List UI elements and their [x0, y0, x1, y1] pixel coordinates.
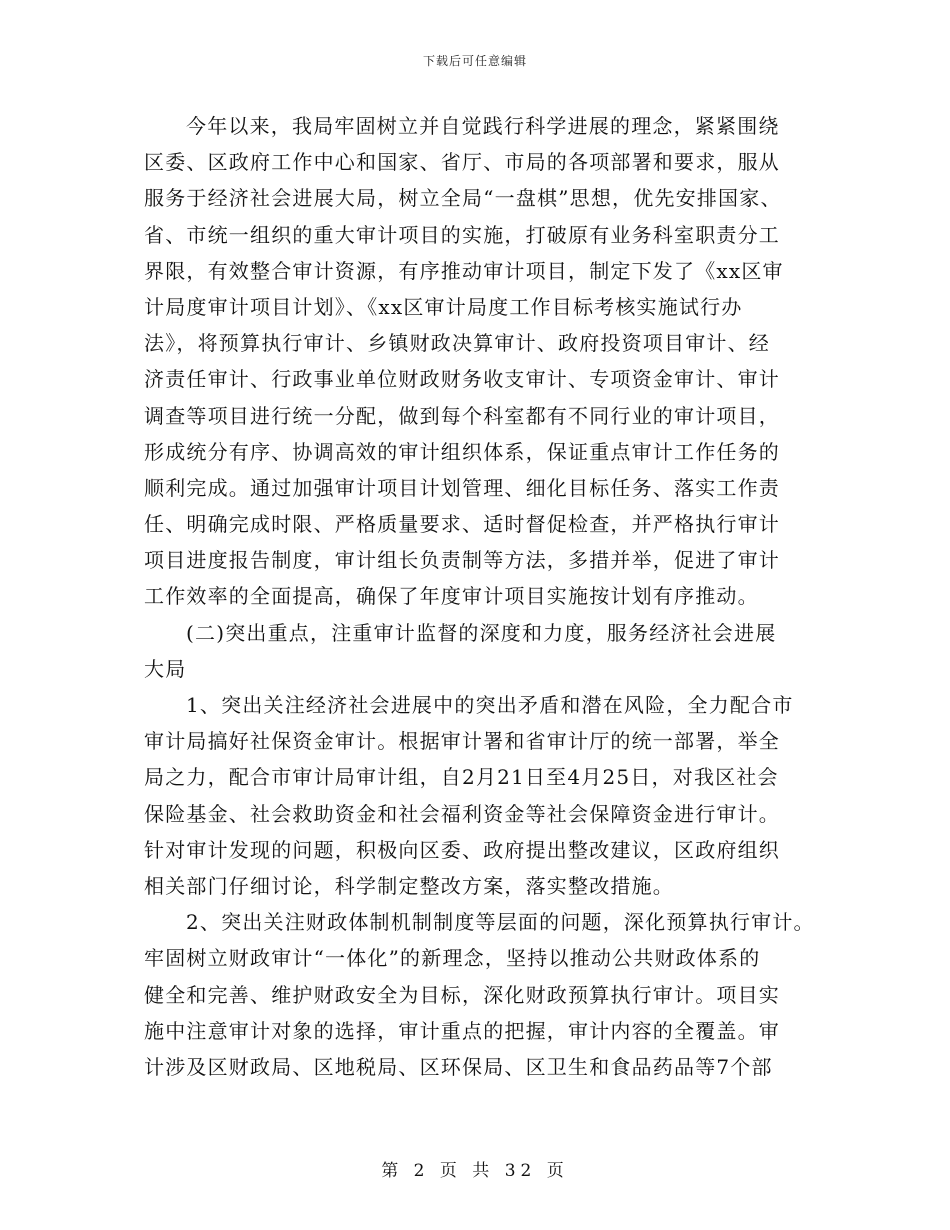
paragraph-line: 任、明确完成时限、严格质量要求、适时督促检查，并严格执行审计 [144, 512, 780, 537]
paragraph-line: 审计局搞好社保资金审计。根据审计署和省审计厅的统一部署，举全 [144, 729, 780, 754]
paragraph-line: 服务于经济社会进展大局，树立全局“一盘棋”思想，优先安排国家、 [144, 186, 782, 211]
paragraph-line: 计涉及区财政局、区地税局、区环保局、区卫生和食品药品等7个部 [144, 1054, 773, 1079]
paragraph-line: 界限，有效整合审计资源，有序推动审计项目，制定下发了《xx区审 [144, 258, 784, 283]
paragraph-line: 形成统分有序、协调高效的审计组织体系，保证重点审计工作任务的 [144, 439, 780, 464]
paragraph-line: 保险基金、社会救助资金和社会福利资金等社会保障资金进行审计。 [144, 801, 780, 826]
paragraph-line: 1、突出关注经济社会进展中的突出矛盾和潜在风险，全力配合市 [186, 693, 794, 717]
paragraph-line: 健全和完善、维护财政安全为目标，深化财政预算执行审计。项目实 [144, 982, 780, 1007]
paragraph-line: 针对审计发现的问题，积极向区委、政府提出整改建议，区政府组织 [144, 837, 780, 862]
paragraph-line: 工作效率的全面提高，确保了年度审计项目实施按计划有序推动。 [144, 584, 759, 609]
paragraph-line: 济责任审计、行政事业单位财政财务收支审计、专项资金审计、审计 [144, 367, 780, 392]
paragraph-line: 调查等项目进行统一分配，做到每个科室都有不同行业的审计项目， [144, 403, 780, 428]
paragraph-line: 施中注意审计对象的选择，审计重点的把握，审计内容的全覆盖。审 [144, 1018, 780, 1043]
paragraph-line: 今年以来，我局牢固树立并自觉践行科学进展的理念，紧紧围绕 [186, 114, 780, 138]
paragraph-line: 局之力，配合市审计局审计组，自2月21日至4月25日，对我区社会 [144, 765, 779, 790]
paragraph-line: 牢固树立财政审计“一体化”的新理念，坚持以推动公共财政体系的 [144, 946, 761, 971]
paragraph-line: 法》，将预算执行审计、乡镇财政决算审计、政府投资项目审计、经 [144, 331, 770, 356]
paragraph-line: 相关部门仔细讨论，科学制定整改方案，落实整改措施。 [144, 873, 674, 898]
page-header: 下载后可任意编辑 [422, 54, 527, 68]
paragraph-line: 2、突出关注财政体制机制制度等层面的问题，深化预算执行审计。 [186, 910, 815, 935]
document-body [144, 108, 816, 1085]
paragraph-line: 项目进度报告制度，审计组长负责制等方法，多措并举，促进了审计 [144, 548, 780, 573]
paragraph-line: 省、市统一组织的重大审计项目的实施，打破原有业务科室职责分工 [144, 222, 780, 247]
section-heading-line: (二)突出重点，注重审计监督的深度和力度，服务经济社会进展 [186, 620, 777, 645]
paragraph-line: 顺利完成。通过加强审计项目计划管理、细化目标任务、落实工作责 [144, 475, 780, 500]
paragraph-line: 区委、区政府工作中心和国家、省厅、市局的各项部署和要求，服从 [144, 150, 780, 175]
section-heading-line: 大局 [144, 656, 187, 681]
paragraph-line: 计局度审计项目计划》、《xx区审计局度工作目标考核实施试行办 [144, 294, 743, 319]
page-number-footer: 第 2 页 共 32 页 [381, 1161, 569, 1181]
